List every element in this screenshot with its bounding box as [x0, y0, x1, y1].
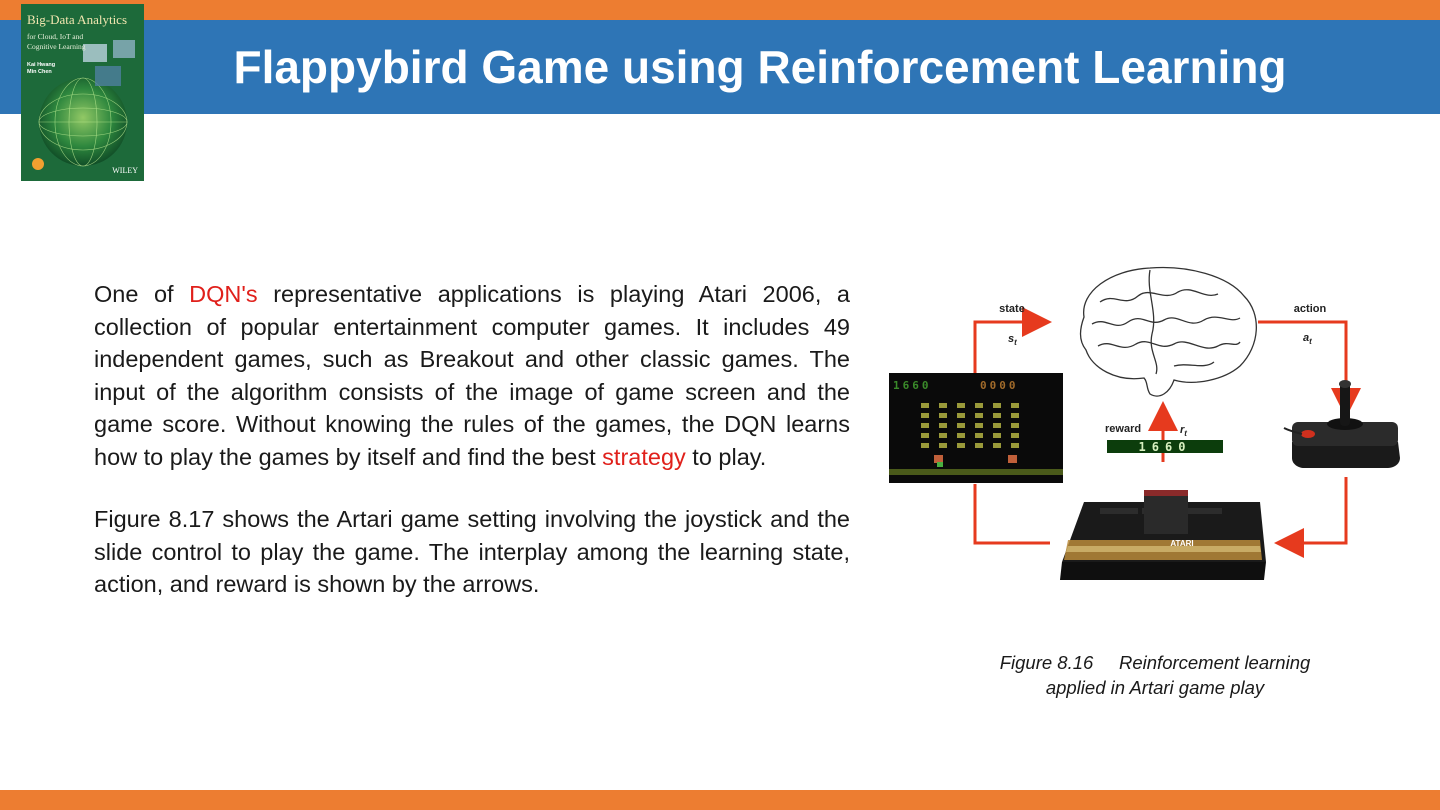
text-span: One of — [94, 281, 190, 307]
bottom-accent-bar — [0, 790, 1440, 810]
game-score-left: 1660 — [893, 379, 932, 392]
action-symbol-subscript: t — [1309, 337, 1312, 346]
console-arrow — [1280, 477, 1346, 543]
console-brand: ATARI — [1170, 539, 1194, 548]
game-screen — [889, 373, 1063, 483]
book-subtitle: for Cloud, IoT and Cognitive Learning — [27, 32, 86, 51]
rl-atari-figure — [888, 262, 1404, 602]
reward-symbol — [1180, 424, 1187, 438]
shield-block — [1008, 455, 1017, 463]
state-symbol-letter: s — [1008, 333, 1015, 345]
body-text — [94, 278, 850, 631]
action-symbol-letter: a — [1303, 332, 1310, 344]
book-authors — [27, 62, 55, 76]
game-score-right: 0000 — [980, 379, 1019, 392]
action-label: action — [1293, 303, 1327, 315]
reward-symbol-subscript: t — [1184, 429, 1187, 438]
state-label: state — [999, 303, 1025, 315]
action-arrow — [1258, 322, 1346, 412]
caption-line-1: Figure 8.16 Reinforcement learning — [999, 652, 1311, 673]
reward-symbol-letter: r — [1180, 424, 1185, 436]
state-arrow — [975, 322, 1046, 373]
state-symbol-subscript: t — [1014, 338, 1017, 347]
figure-caption — [940, 650, 1370, 700]
book-publisher: WILEY — [112, 166, 138, 175]
joystick-illustration — [1284, 380, 1400, 468]
top-accent-bar — [0, 0, 1440, 20]
return-arrow — [975, 484, 1050, 543]
book-title: Big-Data Analytics — [27, 12, 128, 27]
state-symbol — [1008, 333, 1017, 347]
reward-label: reward — [1105, 423, 1142, 435]
paragraph-dqn-intro — [94, 278, 850, 473]
book-author: Min Chen — [27, 69, 52, 75]
paragraph-figure-description: Figure 8.17 shows the Artari game setting involving the joystick and the slide control to play the game. The interplay among the learning state, action, and reward is shown by the arrows. — [94, 506, 850, 597]
book-cover — [21, 4, 144, 181]
highlight-dqn: DQN's — [189, 281, 258, 307]
ground-strip — [889, 469, 1063, 475]
page-title: Flappybird Game using Reinforcement Learning — [233, 41, 1287, 93]
action-symbol — [1303, 332, 1312, 346]
reward-score: 1660 — [1138, 440, 1192, 454]
book-author: Kai Hwang — [27, 62, 56, 68]
book-globe-art — [21, 4, 144, 181]
text-span: representative applications is playing Atari 2006, a collection of popular entertainment computer games. It includes 49 independent games, such as Breakout and other classic games. The input of the algorithm consists of the image of game screen and the game score. Without knowing the rules of the games, the DQN learns how to play the games by itself and find the best — [94, 281, 851, 470]
highlight-strategy: strategy — [602, 443, 686, 470]
reward-score-display — [1107, 440, 1223, 454]
brain-illustration — [1081, 268, 1257, 397]
caption-line-2: applied in Artari game play — [1045, 677, 1265, 698]
player-cannon — [937, 462, 943, 467]
atari-console-illustration — [1060, 490, 1266, 580]
text-span: to play. — [685, 443, 767, 470]
shield-block — [934, 455, 943, 463]
